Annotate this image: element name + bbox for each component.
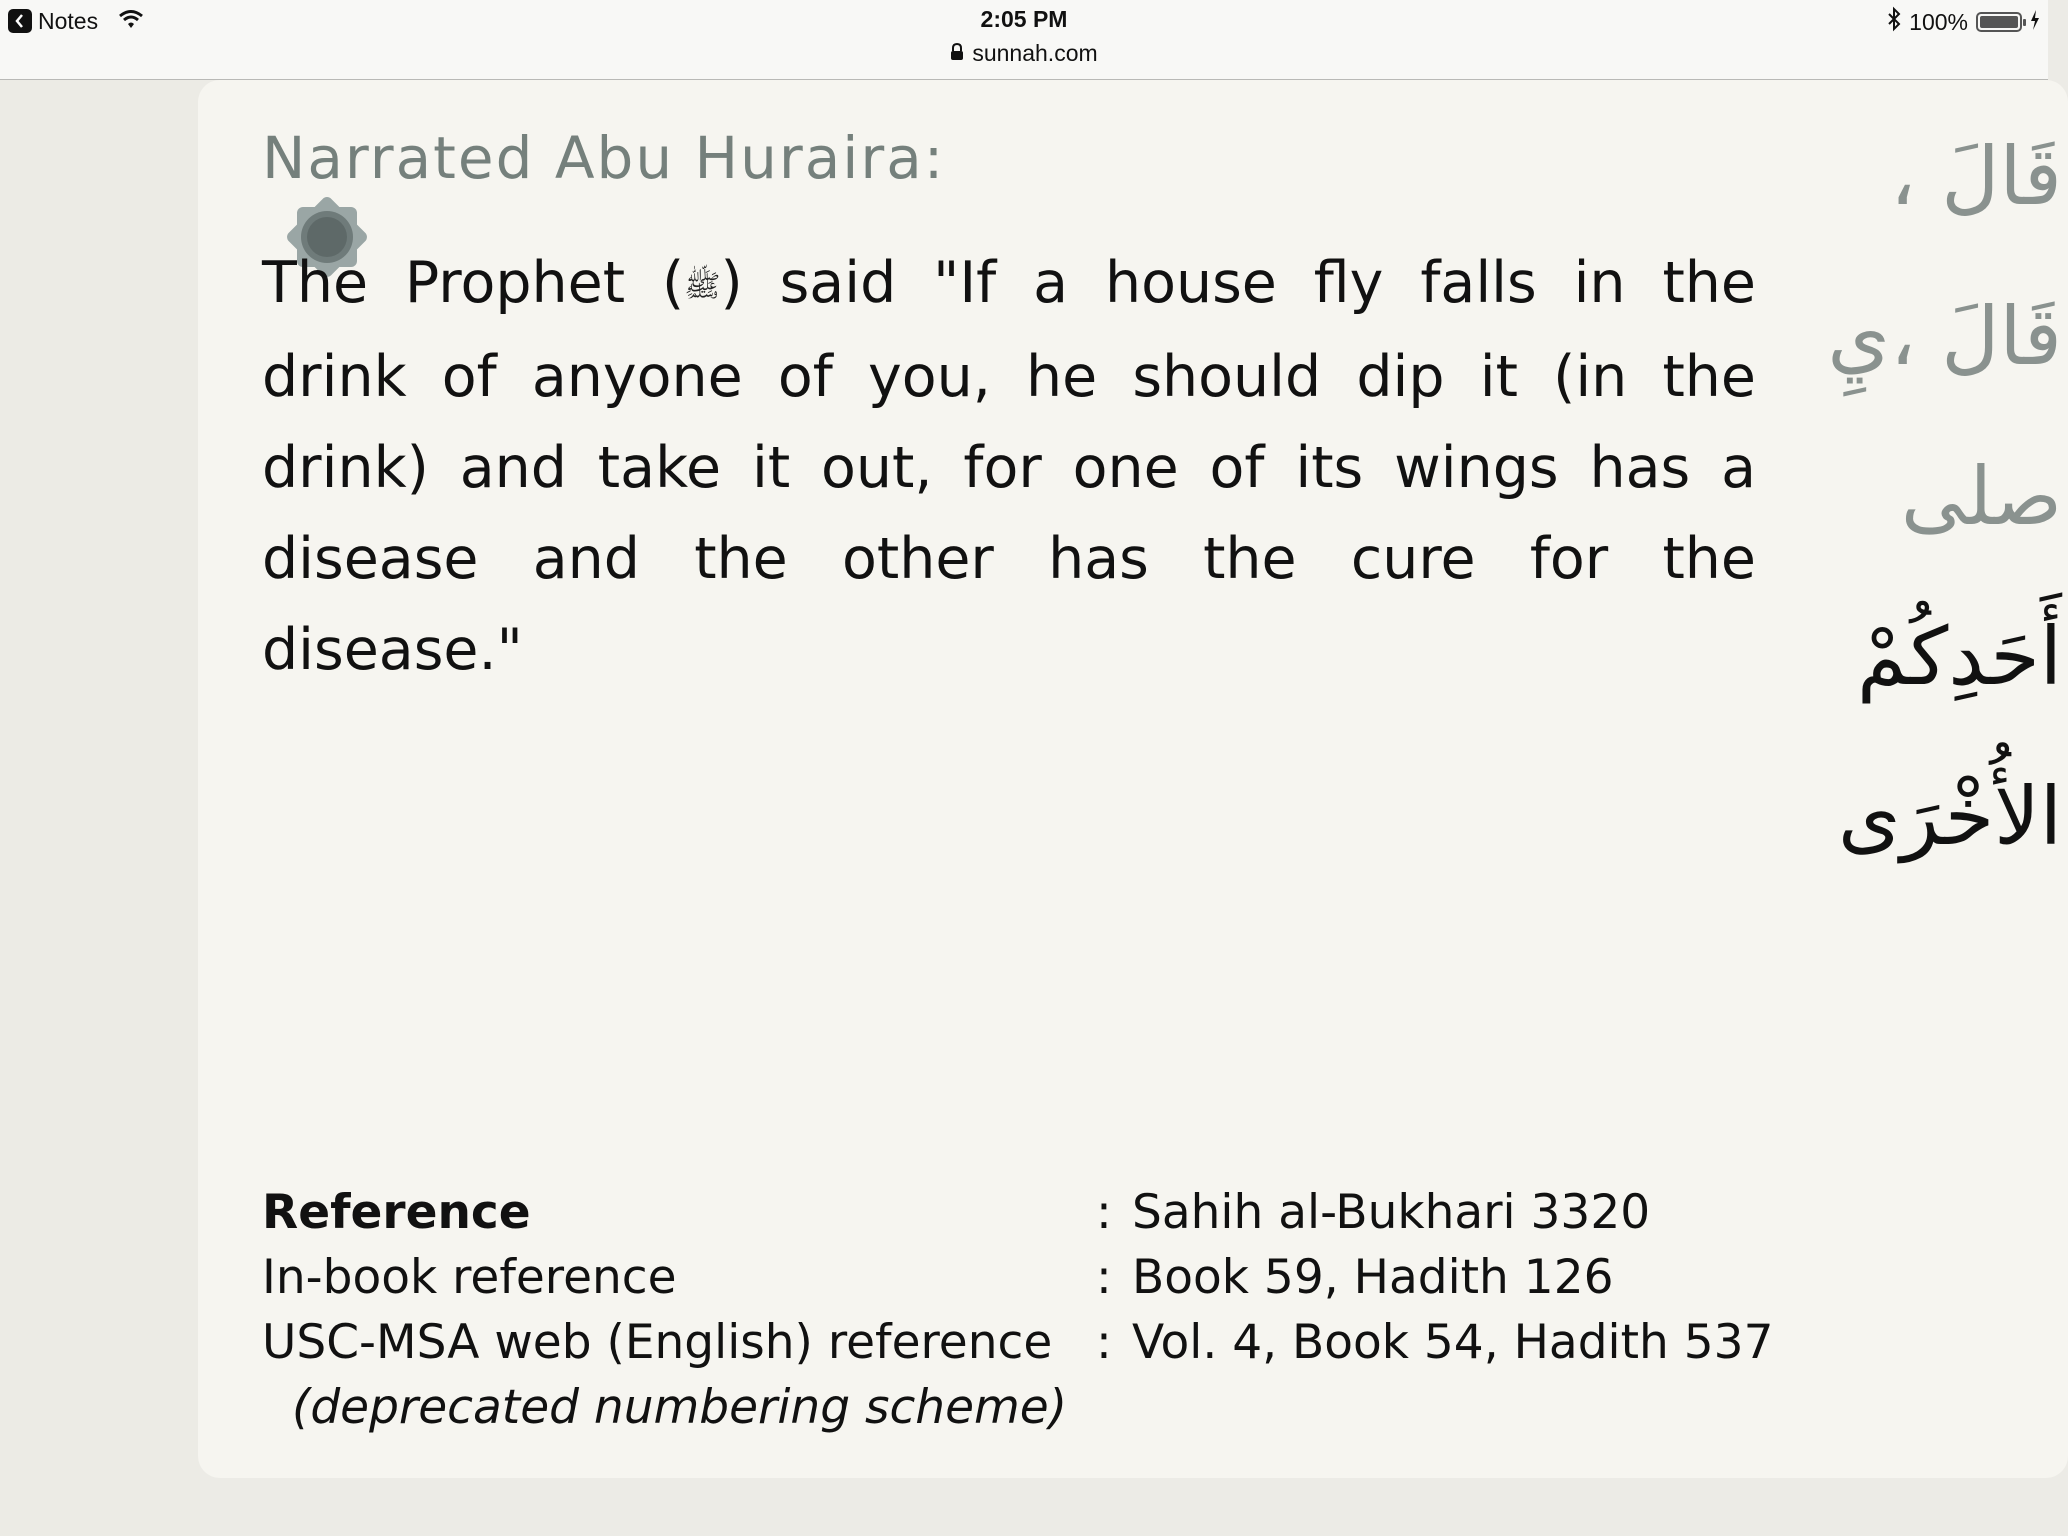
battery-percent: 100% <box>1909 8 1968 35</box>
address-bar[interactable] <box>0 40 2048 67</box>
status-bar <box>0 0 2048 80</box>
hadith-arabic-text <box>1827 130 2062 930</box>
reference-colon: : <box>1096 1185 1112 1240</box>
narrator-heading: Narrated Abu Huraira: <box>262 124 946 192</box>
reference-colon: : <box>1096 1315 1112 1370</box>
arabic-line: صلى <box>1900 450 2062 543</box>
reference-value: Sahih al-Bukhari 3320 <box>1132 1185 1651 1240</box>
deprecated-note: (deprecated numbering scheme) <box>292 1380 1068 1435</box>
charging-icon <box>2030 9 2040 36</box>
hadith-english-text <box>262 238 1756 696</box>
battery-icon <box>1976 12 2022 32</box>
arabic-line: قَالَ ،يِ <box>1827 290 2062 383</box>
reference-value: Vol. 4, Book 54, Hadith 537 <box>1132 1315 1774 1370</box>
reference-colon: : <box>1096 1250 1112 1305</box>
status-time: 2:05 PM <box>980 6 1068 32</box>
bluetooth-icon <box>1887 8 1901 36</box>
reference-label: In-book reference <box>262 1250 677 1305</box>
url-text: sunnah.com <box>972 40 1098 66</box>
back-app-label: Notes <box>38 7 99 34</box>
hadith-text-start: The Prophet ( <box>262 250 685 316</box>
reference-row <box>262 1310 1773 1375</box>
reference-label: Reference <box>262 1185 531 1240</box>
device-status <box>1887 8 2040 36</box>
left-margin <box>0 80 200 1536</box>
reference-note-row <box>262 1375 1773 1440</box>
reference-table <box>262 1180 1773 1440</box>
reference-label: USC-MSA web (English) reference <box>262 1315 1053 1370</box>
arabic-line: أَحَدِكُمْ <box>1857 610 2062 703</box>
reference-row <box>262 1180 1773 1245</box>
reference-value: Book 59, Hadith 126 <box>1132 1250 1614 1305</box>
arabic-line: قَالَ ، <box>1890 130 2062 223</box>
pbuh-glyph: ﷺ <box>684 268 721 304</box>
lock-icon <box>950 40 964 67</box>
hadith-text-rest: ) said "If a house fly falls in the drink of anyone of you, he should dip it (in the drink) and take it out, for one of its wings has a disease and the other has the cure for the disease." <box>262 250 1756 683</box>
arabic-line: الأُخْرَى <box>1837 770 2062 863</box>
reference-row <box>262 1245 1773 1310</box>
